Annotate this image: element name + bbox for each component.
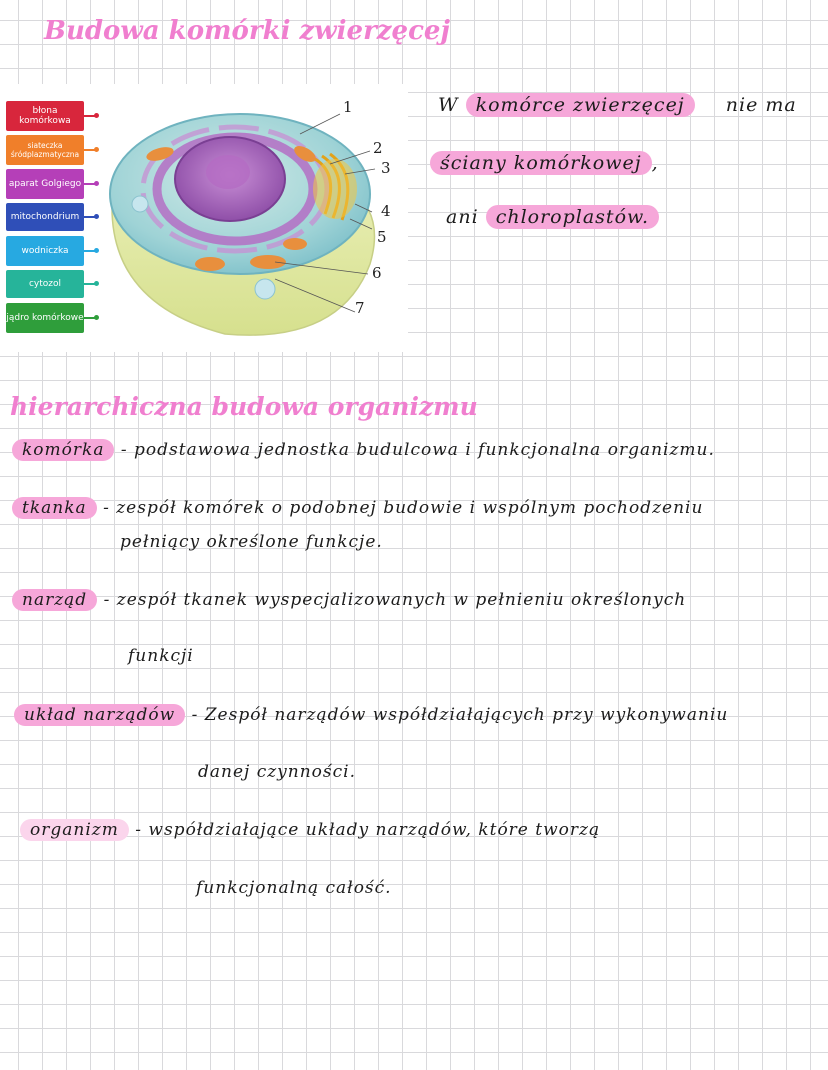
definition: współdziałające układy narządów, które tworzą: [148, 820, 601, 840]
hierarchy-item: organizm - współdziałające układy narządów, które tworzą: [20, 820, 600, 840]
note-line-2: ściany komórkowej ,: [430, 152, 659, 174]
pointer-number: 2: [373, 139, 383, 157]
page-title: Budowa komórki zwierzęcej: [44, 16, 450, 46]
pointer-number: 7: [355, 299, 365, 317]
term-label: układ narządów: [14, 704, 185, 726]
definition: Zespół narządów współdziałających przy wykonywaniu: [204, 705, 729, 725]
pointer-number: 6: [372, 264, 382, 282]
legend-item-nucleus: jądro komórkowe: [6, 303, 84, 333]
hierarchy-item: układ narządów - Zespół narządów współdziałających przy wykonywaniu: [14, 705, 728, 725]
term-label: narząd: [12, 589, 97, 611]
animal-cell-illustration: [100, 94, 390, 349]
pointer-number: 5: [377, 228, 387, 246]
hierarchy-item: komórka - podstawowa jednostka budulcowa i funkcjonalna organizmu.: [12, 440, 715, 460]
note-highlight: komórce zwierzęcej: [466, 93, 695, 117]
definition-continuation: funkcjonalną całość.: [196, 878, 392, 898]
legend-item-er: siateczka śródplazmatyczna: [6, 135, 84, 165]
legend-item-cell-membrane: błona komórkowa: [6, 101, 84, 131]
pointer-number: 4: [381, 202, 391, 220]
note-highlight: chloroplastów.: [486, 205, 659, 229]
definition: zespół komórek o podobnej budowie i wspólnym pochodzeniu: [116, 498, 704, 518]
hierarchy-item: narząd - zespół tkanek wyspecjalizowanych w pełnieniu określonych: [12, 590, 686, 610]
term-label: komórka: [12, 439, 114, 461]
cell-figure: [0, 84, 408, 352]
term-label: organizm: [20, 819, 129, 841]
legend-item-golgi: aparat Golgiego: [6, 169, 84, 199]
hierarchy-item: tkanka - zespół komórek o podobnej budowie i wspólnym pochodzeniu: [12, 498, 703, 518]
legend-item-cytosol: cytozol: [6, 270, 84, 298]
definition-continuation: funkcji: [128, 646, 194, 666]
pointer-number: 1: [343, 98, 353, 116]
note-highlight: ściany komórkowej: [430, 151, 652, 175]
note-line-3: ani chloroplastów.: [446, 206, 659, 228]
definition-continuation: pełniący określone funkcje.: [120, 532, 383, 552]
legend-item-vacuole: wodniczka: [6, 236, 84, 266]
legend-item-mitochondrion: mitochondrium: [6, 203, 84, 231]
note-line-1: W komórce zwierzęcej nie ma: [438, 94, 797, 116]
term-label: tkanka: [12, 497, 97, 519]
definition: podstawowa jednostka budulcowa i funkcjonalna organizmu.: [134, 440, 715, 460]
definition-continuation: danej czynności.: [198, 762, 357, 782]
section-title: hierarchiczna budowa organizmu: [10, 392, 478, 421]
pointer-number: 3: [381, 159, 391, 177]
definition: zespół tkanek wyspecjalizowanych w pełnieniu określonych: [116, 590, 687, 610]
